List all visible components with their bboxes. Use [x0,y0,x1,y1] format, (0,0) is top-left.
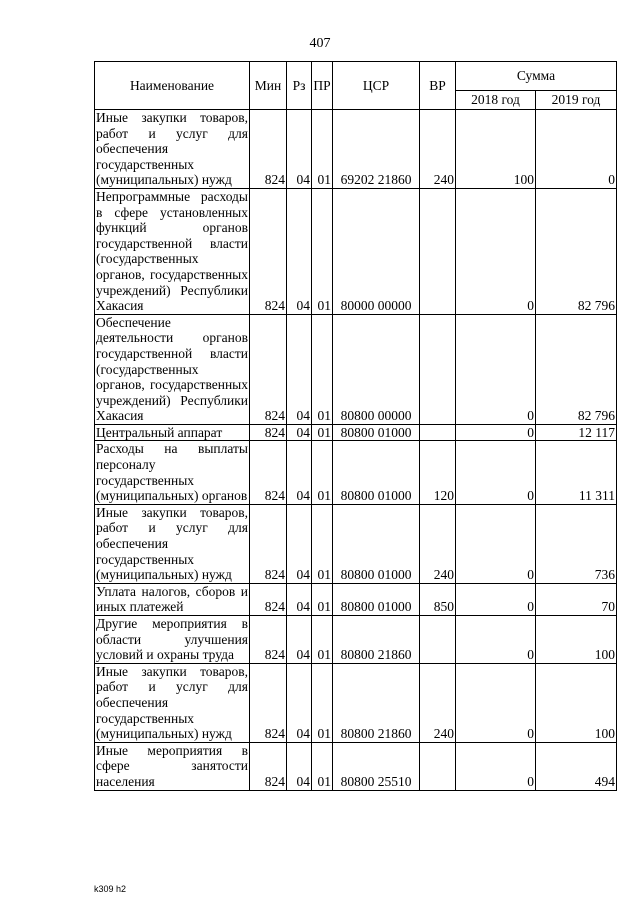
row-rz: 04 [287,188,312,314]
row-sum-2019: 11 311 [536,441,617,504]
row-sum-2019: 82 796 [536,314,617,424]
row-pr: 01 [312,583,333,615]
row-rz: 04 [287,424,312,441]
table-row [95,314,617,424]
row-pr: 01 [312,188,333,314]
budget-table [94,61,617,791]
row-min: 824 [250,504,287,583]
row-sum-2019: 12 117 [536,424,617,441]
row-csr: 80800 21860 [333,663,420,742]
row-csr: 80800 00000 [333,314,420,424]
table-row [95,441,617,504]
row-vr [420,188,456,314]
row-sum-2019: 100 [536,663,617,742]
row-name: Уплата налогов, сборов и иных платежей [96,583,248,615]
row-sum-2018: 0 [456,742,536,790]
header-rz: Рз [287,62,312,110]
table-row [95,188,617,314]
row-vr [420,314,456,424]
row-min: 824 [250,583,287,615]
row-vr: 240 [420,504,456,583]
row-name: Иные закупки товаров, работ и услуг для обеспечения государственных (муниципальных) нужд [96,110,248,188]
table-body [95,110,617,791]
row-csr: 80800 21860 [333,616,420,664]
row-pr: 01 [312,314,333,424]
row-sum-2019: 100 [536,616,617,664]
row-pr: 01 [312,441,333,504]
row-sum-2019: 70 [536,583,617,615]
row-pr: 01 [312,742,333,790]
row-min: 824 [250,110,287,189]
row-sum-2018: 0 [456,504,536,583]
row-pr: 01 [312,616,333,664]
row-name: Расходы на выплаты персоналу государственных (муниципальных) органов [96,441,248,504]
table-row [95,110,617,189]
row-sum-2018: 100 [456,110,536,189]
header-min: Мин [250,62,287,110]
row-sum-2018: 0 [456,424,536,441]
row-vr [420,424,456,441]
row-min: 824 [250,188,287,314]
row-vr: 850 [420,583,456,615]
table-row [95,742,617,790]
row-pr: 01 [312,424,333,441]
header-pr: ПР [312,62,333,110]
row-rz: 04 [287,583,312,615]
row-rz: 04 [287,742,312,790]
header-csr: ЦСР [333,62,420,110]
row-sum-2019: 0 [536,110,617,189]
row-rz: 04 [287,110,312,189]
row-csr: 80800 25510 [333,742,420,790]
row-csr: 80800 01000 [333,424,420,441]
header-year-2019: 2019 год [536,91,617,110]
row-sum-2019: 82 796 [536,188,617,314]
row-name: Иные закупки товаров, работ и услуг для обеспечения государственных (муниципальных) нужд [96,663,248,742]
row-rz: 04 [287,441,312,504]
row-sum-2019: 494 [536,742,617,790]
table-header [95,62,617,110]
row-rz: 04 [287,663,312,742]
row-vr: 120 [420,441,456,504]
row-sum-2019: 736 [536,504,617,583]
table-row [95,424,617,441]
row-sum-2018: 0 [456,188,536,314]
row-sum-2018: 0 [456,583,536,615]
row-name: Иные мероприятия в сфере занятости населения [96,742,248,789]
header-sum: Сумма [456,62,617,91]
row-csr: 69202 21860 [333,110,420,189]
table-row [95,616,617,664]
header-name: Наименование [95,62,250,110]
table-row [95,504,617,583]
row-vr: 240 [420,110,456,189]
row-pr: 01 [312,110,333,189]
row-name: Непрограммные расходы в сфере установленных функций органов государственной власти (государственных органов, государственных учреждений) Республики Хакасия [96,188,248,314]
table-row [95,663,617,742]
row-min: 824 [250,314,287,424]
row-min: 824 [250,616,287,664]
row-vr [420,616,456,664]
header-year-2018: 2018 год [456,91,536,110]
page-number: 407 [309,36,331,51]
footer-code: k309 h2 [94,884,127,894]
row-pr: 01 [312,663,333,742]
row-sum-2018: 0 [456,616,536,664]
row-min: 824 [250,663,287,742]
row-csr: 80800 01000 [333,504,420,583]
row-name: Обеспечение деятельности органов государственной власти (государственных органов, государственных учреждений) Республики Хакасия [96,314,248,424]
row-min: 824 [250,424,287,441]
row-sum-2018: 0 [456,441,536,504]
row-name: Иные закупки товаров, работ и услуг для обеспечения государственных (муниципальных) нужд [96,504,248,583]
row-csr: 80800 01000 [333,583,420,615]
row-pr: 01 [312,504,333,583]
row-name: Центральный аппарат [95,424,250,441]
row-name: Другие мероприятия в области улучшения условий и охраны труда [96,616,248,663]
row-rz: 04 [287,616,312,664]
header-vr: ВР [420,62,456,110]
row-min: 824 [250,742,287,790]
row-rz: 04 [287,504,312,583]
row-sum-2018: 0 [456,663,536,742]
row-vr: 240 [420,663,456,742]
row-sum-2018: 0 [456,314,536,424]
row-csr: 80800 01000 [333,441,420,504]
row-vr [420,742,456,790]
row-min: 824 [250,441,287,504]
row-csr: 80000 00000 [333,188,420,314]
row-rz: 04 [287,314,312,424]
table-row [95,583,617,615]
